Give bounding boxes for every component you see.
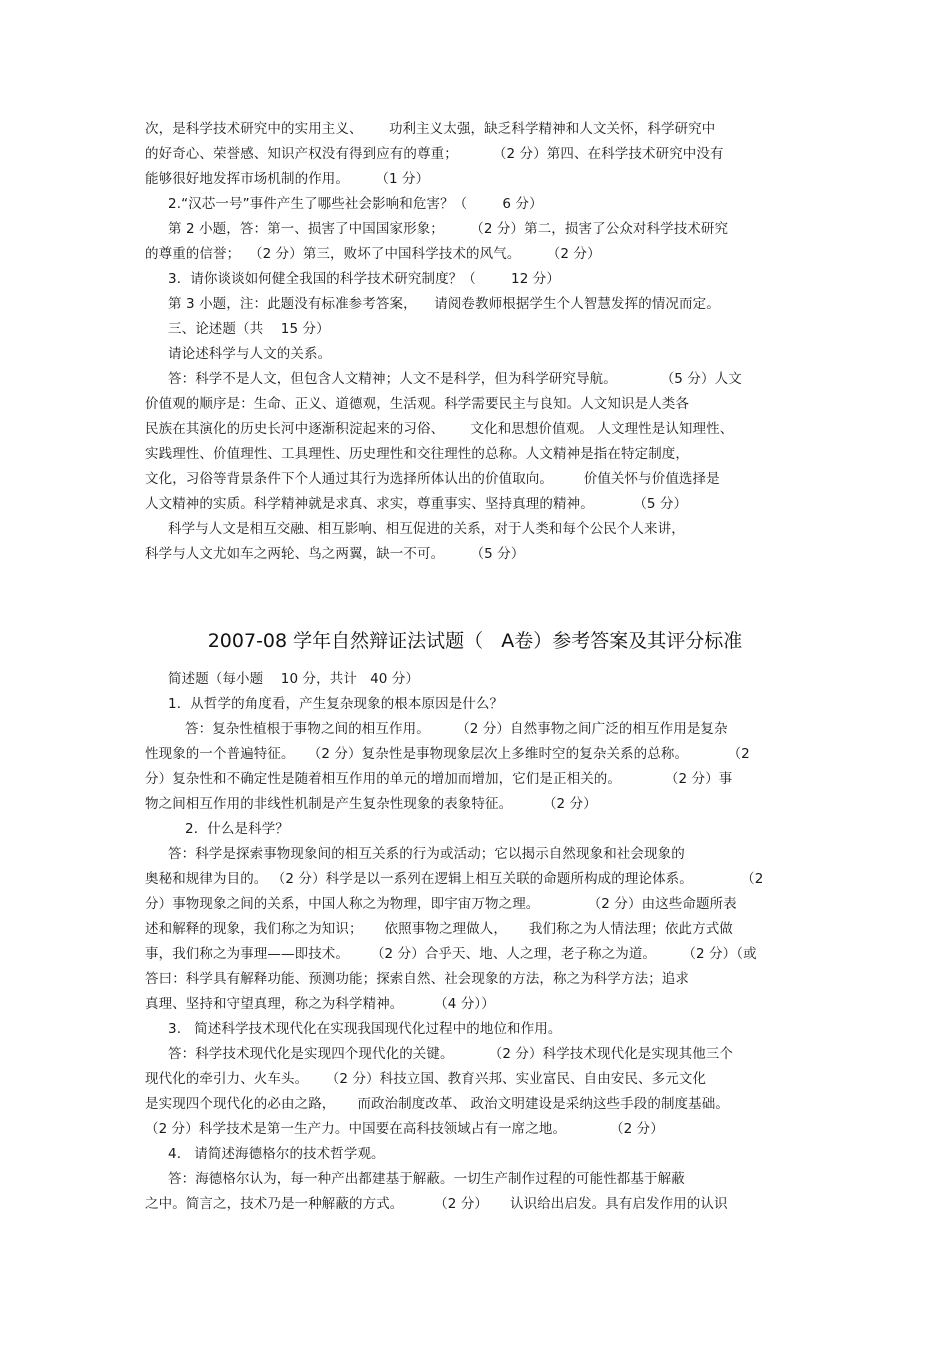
text-line: 人文精神的实质。科学精神就是求真、求实，尊重事实、坚持真理的精神。 （5 分） [145,496,688,512]
text-line: 次，是科学技术研究中的实用主义、 功利主义太强，缺乏科学精神和人文关怀，科学研究中 [145,121,716,137]
text-line: 述和解释的现象，我们称之为知识； 依照事物之理做人， 我们称之为人情法理；依此方式做 [145,921,733,937]
text-line: 民族在其演化的历史长河中逐渐积淀起来的习俗、 文化和思想价值观。 人文理性是认知理性、 [145,421,734,437]
text-line: 实践理性、价值理性、工具理性、历史理性和交往理性的总称。人文精神是指在特定制度， [145,446,689,462]
page-title: 2007-08 学年自然辩证法试题（ A卷）参考答案及其评分标准 [207,630,743,652]
text-line: 第 2 小题，答：第一、损害了中国国家形象； （2 分）第二，损害了公众对科学技术研究 [168,221,729,237]
text-line: 真理、坚持和守望真理，称之为科学精神。 （4 分）） [145,996,495,1012]
text-line: 答：科学是探索事物现象间的相互关系的行为或活动；它以揭示自然现象和社会现象的 [168,846,685,862]
text-line: 文化，习俗等背景条件下个人通过其行为选择所体认出的价值取向。 价值关怀与价值选择是 [145,471,720,487]
text-line: （2 分）科学技术是第一生产力。中国要在高科技领域占有一席之地。 （2 分） [145,1121,664,1137]
text-line: 性现象的一个普遍特征。 （2 分）复杂性是事物现象层次上多维时空的复杂关系的总称。 （2 [145,746,750,762]
text-line: 现代化的牵引力、火车头。 （2 分）科技立国、教育兴邦、实业富民、自由安民、多元文化 [145,1071,707,1087]
text-line: 分）事物现象之间的关系，中国人称之为物理，即宇宙万物之理。 （2 分）由这些命题所表 [145,896,737,912]
text-line: 奥秘和规律为目的。 （2 分）科学是以一系列在逻辑上相互关联的命题所构成的理论体系。 （2 [145,871,764,887]
section-heading: 三、论述题（共 15 分） [168,321,330,337]
text-line: 答：海德格尔认为，每一种产出都建基于解蔽。一切生产制作过程的可能性都基于解蔽 [168,1171,685,1187]
text-line: 的尊重的信誉； （2 分）第三，败坏了中国科学技术的风气。 （2 分） [145,246,601,262]
text-line: 答：科学不是人文，但包含人文精神；人文不是科学，但为科学研究导航。 （5 分）人文 [168,371,742,387]
essay-question: 请论述科学与人文的关系。 [168,346,332,362]
text-line: 价值观的顺序是：生命、正义、道德观，生活观。科学需要民主与良知。人文知识是人类各 [145,396,689,412]
text-line: 第 3 小题，注：此题没有标准参考答案， 请阅卷教师根据学生个人智慧发挥的情况而定。 [168,296,720,312]
text-line: 是实现四个现代化的必由之路， 而政治制度改革、 政治文明建设是采纳这些手段的制度基础。 [145,1096,729,1112]
text-line: 科学与人文是相互交融、相互影响、相互促进的关系，对于人类和每个公民个人来讲， [168,521,685,537]
question-1: 1．从哲学的角度看，产生复杂现象的根本原因是什么？ [168,696,504,712]
text-line: 的好奇心、荣誉感、知识产权没有得到应有的尊重； （2 分）第四、在科学技术研究中没有 [145,146,724,162]
text-line: 答：复杂性植根于事物之间的相互作用。 （2 分）自然事物之间广泛的相互作用是复杂 [185,721,728,737]
text-line: 分）复杂性和不确定性是随着相互作用的单元的增加而增加，它们是正相关的。 （2 分）事 [145,771,733,787]
text-line: 能够很好地发挥市场机制的作用。 （1 分） [145,171,430,187]
text-line: 之中。简言之，技术乃是一种解蔽的方式。 （2 分） 认识给出启发。具有启发作用的认识 [145,1196,728,1212]
question-2: 2.“汉芯一号”事件产生了哪些社会影响和危害？（ 6 分） [168,196,543,212]
question-3: 3. 简述科学技术现代化在实现我国现代化过程中的地位和作用。 [168,1021,562,1037]
section-heading: 简述题（每小题 10 分，共计 40 分） [168,671,420,687]
text-line: 答：科学技术现代化是实现四个现代化的关键。 （2 分）科学技术现代化是实现其他三个 [168,1046,734,1062]
question-3: 3．请你谈谈如何健全我国的科学技术研究制度？（ 12 分） [168,271,560,287]
question-2: 2．什么是科学？ [185,821,289,837]
text-line: 科学与人文尤如车之两轮、鸟之两翼，缺一不可。 （5 分） [145,546,525,562]
text-line: 答曰：科学具有解释功能、预测功能；探索自然、社会现象的方法，称之为科学方法；追求 [145,971,689,987]
text-line: 事，我们称之为事理——即技术。 （2 分）合乎天、地、人之理，老子称之为道。 （2 分）（或 [145,946,757,962]
text-line: 物之间相互作用的非线性机制是产生复杂性现象的表象特征。 （2 分） [145,796,597,812]
question-4: 4. 请简述海德格尔的技术哲学观。 [168,1146,385,1162]
